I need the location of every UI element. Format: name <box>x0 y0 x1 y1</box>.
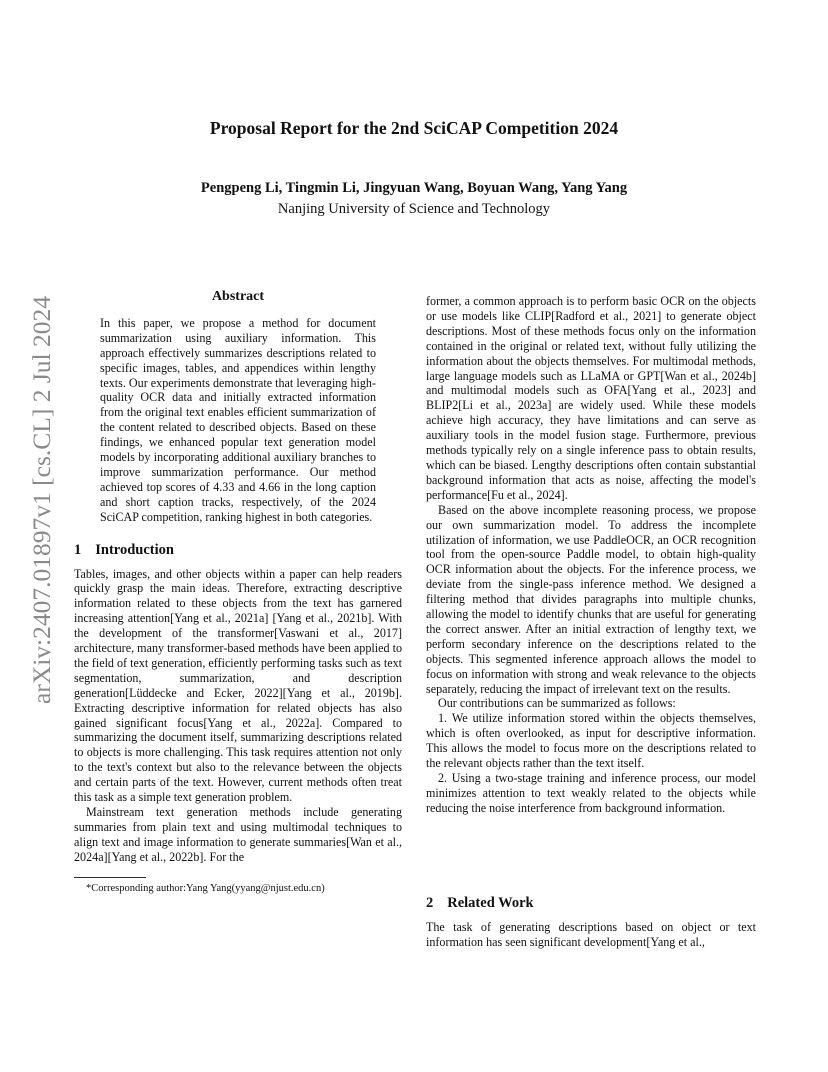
abstract-heading: Abstract <box>211 289 265 304</box>
intro-paragraph-4: Based on the above incomplete reasoning process, we propose our own summarization model. To address the incomplete utilization of information, we use PaddleOCR, an OCR recognition tool from the open-source Paddle model, to obtain high-quality OCR information about the objects. For the inference process, we deviate from the single-pass inference method. We designed a filtering method that divides paragraphs into multiple chunks, allowing the model to identify chunks that are useful for generating the correct answer. After an initial extraction of lengthy text, we perform secondary inference on the descriptions related to the objects. This segmented inference approach allows the model to focus on information with strong and weak relevance to the objects separately, reducing the impact of irrelevant text on the results. <box>426 502 756 696</box>
footnote: *Corresponding author:Yang Yang(yyang@njust.edu.cn) <box>86 882 325 894</box>
paper-title: Proposal Report for the 2nd SciCAP Competition 2024 <box>209 118 619 138</box>
author-list <box>0 180 828 197</box>
intro-paragraph-3: former, a common approach is to perform basic OCR on the objects or use models like CLIP[Radford et al., 2021] to generate object descriptions. Most of these methods focus only on the information contained in the original or related text, without fully utilizing the information about the objects themselves. For multimodal methods, large language models such as LLaMA or GPT[Wan et al., 2024b] and multimodal models such as OFA[Yang et al., 2023] and BLIP2[Li et al., 2023a] are widely used. While these models achieve high accuracy, they have limitations and can serve as auxiliary tools in the model fusion stage. Furthermore, previous methods typically rely on a single inference pass to obtain results, which can be biased. Lengthy descriptions often contain substantial background information that acts as noise, affecting the model's performance[Fu et al., 2024]. <box>426 294 756 502</box>
right-column <box>426 294 756 816</box>
footnote-rule <box>74 877 146 878</box>
intro-paragraph-1: Tables, images, and other objects within a paper can help readers quickly grasp the main ideas. Therefore, extracting descriptive information related to these objects from the text has garnered increasing attention[Yang et al., 2021a] [Yang et al., 2021b]. With the development of the transformer[Vaswani et al., 2017] architecture, many transformer-based methods have been applied to the field of text generation, efficiently performing tasks such as text segmentation, summarization, and description generation[Lüddecke and Ecker, 2022][Yang et al., 2019b]. Extracting descriptive information for related objects has also gained significant focus[Yang et al., 2022a]. Compared to summarizing the document itself, summarizing descriptions related to objects is more challenging. This task requires attention not only to the text's context but also to the relevance between the objects and certain parts of the text. However, current methods often treat this task as a simple text generation problem. <box>74 566 402 805</box>
intro-paragraph-2: Mainstream text generation methods include generating summaries from plain text and using multimodal techniques to align text and image information to generate summaries[Wan et al., 2024a][Yang et al., 2022b]. For the <box>74 805 402 864</box>
intro-paragraph-5: Our contributions can be summarized as follows: <box>438 696 676 711</box>
contribution-1: 1. We utilize information stored within the objects themselves, which is often overlooked, as input for descriptive information. This allows the model to focus more on the descriptions related to the relevant objects rather than the text itself. <box>426 711 756 771</box>
affiliation: Nanjing University of Science and Technology <box>277 201 551 217</box>
contribution-2: 2. Using a two-stage training and inference process, our model minimizes attention to text weakly related to the objects while reducing the noise interference from background information. <box>426 771 756 815</box>
abstract-body: In this paper, we propose a method for document summarization using auxiliary information. This approach effectively summarizes descriptions related to specific images, tables, and appendices within lengthy texts. Our experiments demonstrate that leveraging high-quality OCR data and initially extracted information from the original text enables efficient summarization of the content related to described objects. Based on these findings, we enhanced popular text generation model models by incorporating additional auxiliary branches to improve summarization performance. Our method achieved top scores of 4.33 and 4.66 in the long caption and short caption tracks, respectively, of the 2024 SciCAP competition, ranking highest in both categories. <box>100 315 376 524</box>
related-work-paragraph-1: The task of generating descriptions based on object or text information has seen significant development[Yang et al., <box>426 919 756 949</box>
section-heading-related-work <box>426 896 756 911</box>
related-work-section <box>426 896 756 950</box>
section-title: Introduction <box>95 541 174 558</box>
author-names: Pengpeng Li, Tingmin Li, Jingyuan Wang, Boyuan Wang, Yang Yang <box>200 180 628 196</box>
arxiv-stamp: arXiv:2407.01897v1 [cs.CL] 2 Jul 2024 <box>27 296 56 704</box>
section-number: 1 <box>74 541 82 558</box>
section-title: Related Work <box>447 895 534 911</box>
section-heading-introduction <box>74 543 402 558</box>
left-column <box>74 290 402 895</box>
section-number: 2 <box>426 895 434 911</box>
